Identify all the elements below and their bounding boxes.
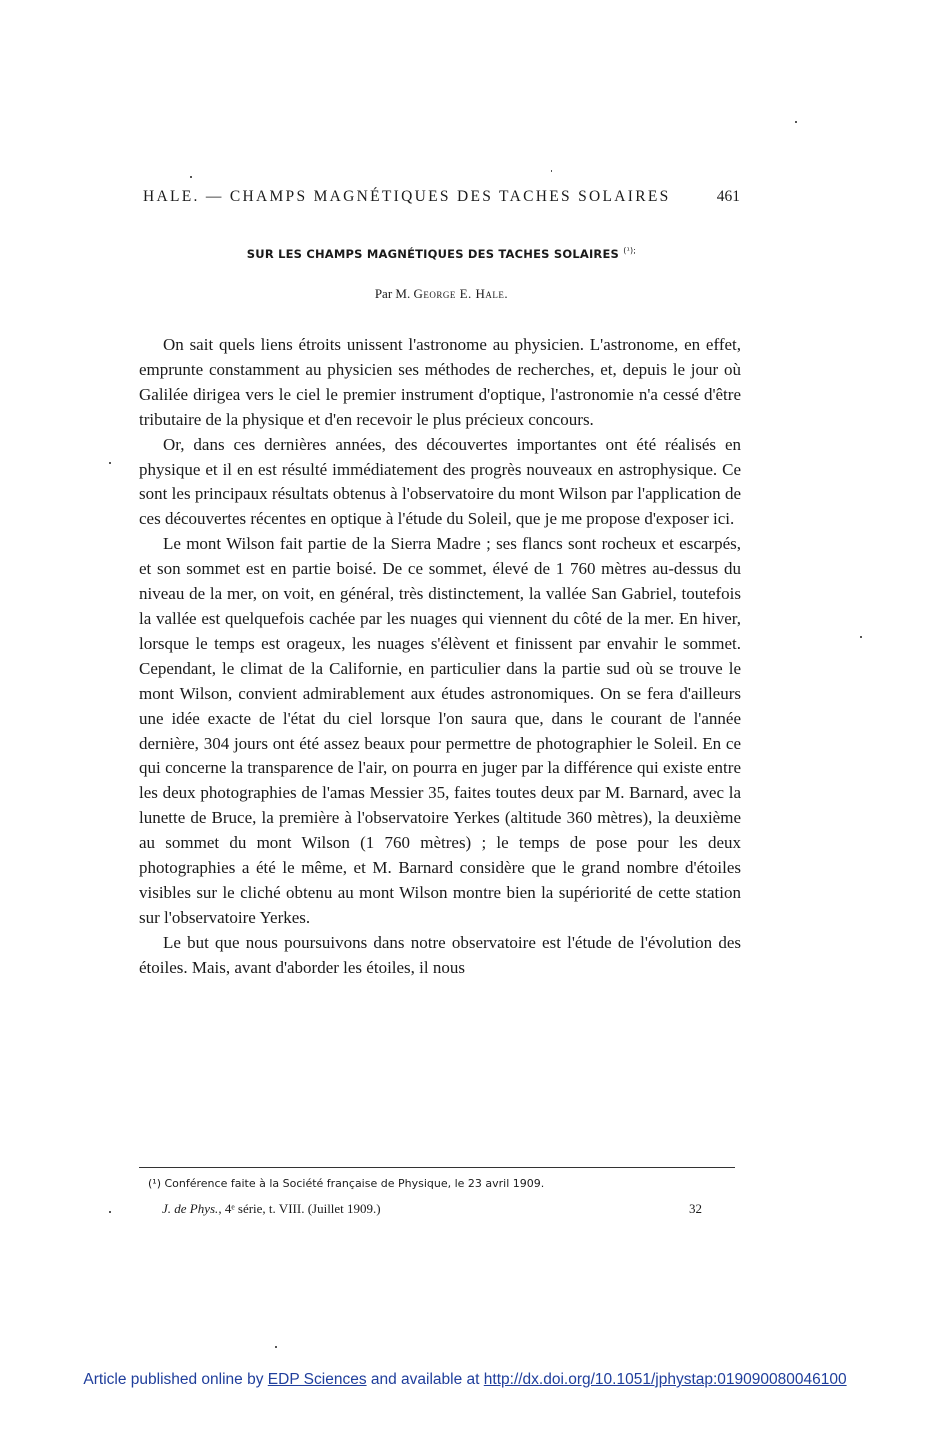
footnote-rule bbox=[139, 1167, 735, 1168]
footnote: (¹) Conférence faite à la Société française de Physique, le 23 avril 1909. bbox=[148, 1177, 545, 1190]
scan-speck bbox=[275, 1346, 277, 1348]
banner-middle: and available at bbox=[366, 1371, 484, 1388]
article-title bbox=[143, 246, 740, 261]
journal-abbrev: J. de Phys. bbox=[162, 1201, 219, 1216]
author-line bbox=[143, 286, 740, 302]
journal-reference bbox=[162, 1201, 702, 1217]
scan-speck bbox=[860, 636, 862, 638]
sheet-number: 32 bbox=[689, 1201, 702, 1216]
journal-details: , 4ᵉ série, t. VIII. (Juillet 1909.) bbox=[218, 1201, 381, 1216]
edp-sciences-link[interactable]: EDP Sciences bbox=[267, 1371, 367, 1388]
article-body bbox=[139, 333, 741, 981]
author-prefix: Par M. bbox=[374, 286, 411, 301]
scan-speck bbox=[109, 462, 111, 464]
title-footnote-marker: (¹); bbox=[623, 246, 637, 255]
paragraph-3: Le mont Wilson fait partie de la Sierra Madre ; ses flancs sont rocheux et escarpés, et son sommet est en partie boisé. De ce sommet, élevé de 1 760 mètres au-dessus du niveau de la mer, on voit, en général, très distinctement, la vallée San Gabriel, toutefois la vallée est quelquefois cachée par les nuages qui viennent du côté de la mer. En hiver, lorsque le temps est orageux, les nuages s'élèvent et finissent par envahir le sommet. Cependant, le climat de la Californie, en particulier dans la partie sud où se trouve le mont Wilson, convient admirablement aux études astronomiques. On se fera d'ailleurs une idée exacte de l'état du ciel lorsque l'on saura que, dans le courant de l'année dernière, 304 jours ont été assez beaux pour permettre de photographier le Soleil. En ce qui concerne la transparence de l'air, on pourra en juger par la différence qui existe entre les deux photographies de l'amas Messier 35, faites toutes deux par M. Barnard, avec la lunette de Bruce, la première à l'observatoire Yerkes (altitude 360 mètres), la deuxième au sommet du mont Wilson (1 760 mètres) ; le temps de pose pour les deux photographies a été le même, et M. Barnard considère que le grand nombre d'étoiles visibles sur le cliché obtenu au mont Wilson montre bien la supériorité de cette station sur l'observatoire Yerkes. bbox=[139, 534, 741, 927]
scan-speck bbox=[190, 176, 192, 178]
paragraph-1: On sait quels liens étroits unissent l'astronome au physicien. L'astronome, en effet, emprunte constamment au physicien ses méthodes de recherches, et, depuis le jour où Galilée dirigea vers le ciel le premier instrument d'optique, l'astronomie n'a cessé d'être tributaire de la physique et d'en recevoir le plus précieux concours. bbox=[139, 335, 741, 429]
scan-speck bbox=[109, 1211, 111, 1213]
running-head-text: HALE. — CHAMPS MAGNÉTIQUES DES TACHES SOLAIRES bbox=[143, 188, 671, 205]
page-number: 461 bbox=[716, 188, 740, 205]
article-title-text: SUR LES CHAMPS MAGNÉTIQUES DES TACHES SOLAIRES bbox=[246, 246, 620, 261]
author-name: George E. Hale. bbox=[413, 286, 509, 301]
publisher-banner bbox=[0, 1371, 930, 1389]
scan-speck bbox=[551, 170, 552, 172]
banner-prefix: Article published online by bbox=[83, 1371, 268, 1388]
running-head bbox=[143, 188, 740, 206]
paragraph-2: Or, dans ces dernières années, des découvertes importantes ont été réalisés en physique et il en est résulté immédiatement des progrès nouveaux en astrophysique. Ce sont les principaux résultats obtenus à l'observatoire du mont Wilson par l'application de ces découvertes récentes en optique à l'étude du Soleil, que je me propose d'exposer ici. bbox=[139, 434, 741, 529]
scan-speck bbox=[795, 121, 797, 123]
doi-link[interactable]: http://dx.doi.org/10.1051/jphystap:019090080046100 bbox=[483, 1371, 847, 1388]
paragraph-4: Le but que nous poursuivons dans notre observatoire est l'étude de l'évolution des étoiles. Mais, avant d'aborder les étoiles, il nous bbox=[139, 932, 741, 977]
